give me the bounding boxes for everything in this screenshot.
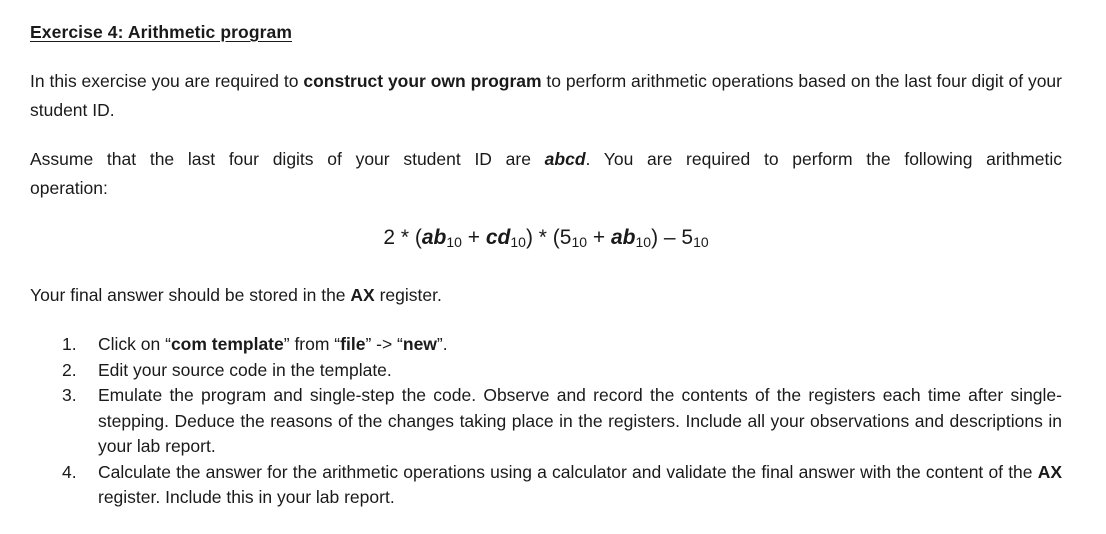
assume-paragraph [30,145,1062,203]
final-text-start: Your final answer should be stored in the [30,285,351,305]
intro-emphasis: construct your own program [303,71,542,91]
exercise-title: Exercise 4: Arithmetic program [30,22,293,42]
eq-plus-2: + [587,226,611,249]
assume-text-start: Assume that the last four digits of your student ID are [30,149,545,169]
eq-ab-2: ab [610,226,636,249]
step1-text-a: Click on “ [98,334,171,354]
eq-sub-5: 10 [693,234,709,250]
intro-text-end: to perform arithmetic operations based on the last four digit of your student ID. [30,71,1062,120]
eq-cd: cd [485,226,511,249]
list-item [62,383,1062,460]
step1-bold-file: file [340,334,366,354]
final-text-end: register. [374,285,442,305]
list-item [62,460,1062,511]
intro-paragraph [30,67,1062,125]
step3-text: Emulate the program and single-step the code. Observe and record the contents of the registers each time after single-stepping. Deduce the reasons of the changes taking place in the registers. Include all your observations and descriptions in your lab report. [98,385,1062,456]
list-item [62,358,1062,384]
eq-sub-2: 10 [510,234,526,250]
step1-text-b: ” from “ [283,334,341,354]
arithmetic-equation [30,226,1062,250]
assume-text-mid: . You are required to perform the following arithmetic [585,149,1062,169]
eq-prefix: 2 * ( [383,226,422,249]
step1-text-c: ” -> “ [365,334,403,354]
step-number: 3. [62,385,77,405]
step1-bold-new: new [402,334,437,354]
eq-plus-1: + [461,226,486,249]
step1-bold-template: com template [170,334,284,354]
step1-text-d: ”. [436,334,448,354]
step-number: 4. [62,461,77,482]
list-item [62,332,1062,358]
assume-line-1 [30,145,1062,174]
step4-register: AX [1037,461,1062,482]
step-number: 2. [62,359,77,380]
assume-variable: abcd [544,149,586,169]
step4-text-end: register. Include this in your lab report. [98,487,395,507]
eq-end: ) – 5 [651,226,694,249]
step2-text: Edit your source code in the template. [98,359,392,380]
eq-ab-1: ab [421,226,447,249]
steps-list [62,332,1062,511]
assume-text-end: operation: [30,178,108,198]
step4-text-start: Calculate the answer for the arithmetic operations using a calculator and validate the final answer with the content of the [98,461,1038,482]
step-number: 1. [62,334,77,354]
final-register: AX [350,285,375,305]
intro-text-start: In this exercise you are required to [30,71,304,91]
final-answer-paragraph [30,281,1062,310]
eq-sub-4: 10 [635,234,652,250]
eq-mid: ) * (5 [525,226,572,249]
eq-sub-1: 10 [446,234,462,250]
eq-sub-3: 10 [571,234,588,250]
